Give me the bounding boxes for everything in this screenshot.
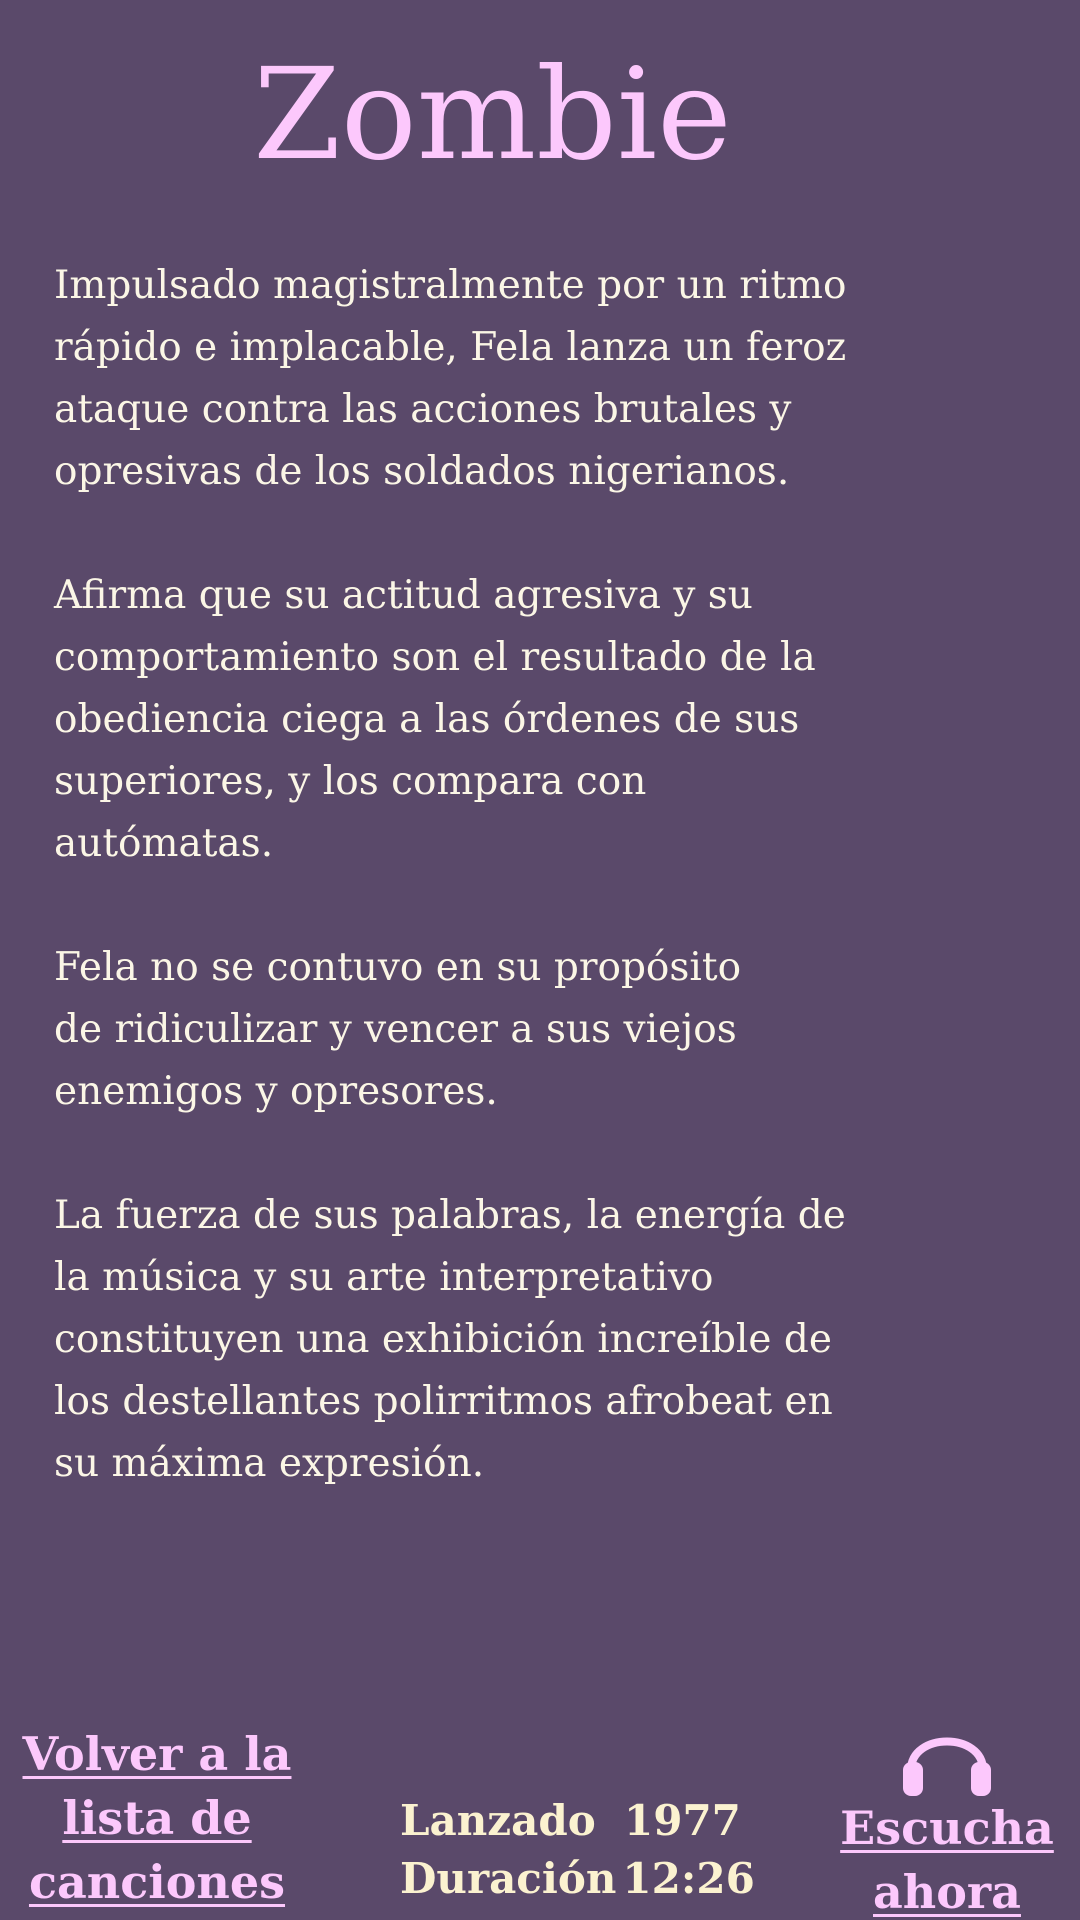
released-row: [400, 1792, 755, 1850]
listen-now-label: Escucha ahora: [840, 1801, 1054, 1919]
song-description: [54, 255, 954, 1557]
duration-value: 12:26: [622, 1854, 755, 1903]
description-paragraph: Impulsado magistralmente por un ritmo rápido e implacable, Fela lanza un feroz ataque contra las acciones brutales y opresivas de los soldados nigerianos.: [54, 263, 847, 494]
duration-row: [400, 1850, 755, 1908]
released-value: 1977: [624, 1796, 741, 1845]
duration-label: Duración: [400, 1854, 617, 1903]
back-to-song-list-link[interactable]: Volver a la lista de canciones: [22, 1727, 292, 1909]
headphones-icon: [899, 1718, 995, 1800]
released-label: Lanzado: [400, 1796, 596, 1845]
description-paragraph: La fuerza de sus palabras, la energía de la música y su arte interpretativo constituyen una exhibición increíble de los destellantes polirritmos afrobeat en su máxima expresión.: [54, 1193, 846, 1486]
song-title: Zombie: [253, 41, 732, 188]
song-metadata: [400, 1792, 755, 1908]
listen-now-button[interactable]: [832, 1718, 1062, 1920]
song-footer: [0, 1700, 1080, 1920]
description-paragraph: Fela no se contuvo en su propósito de ridiculizar y vencer a sus viejos enemigos y opresores.: [54, 945, 742, 1114]
description-paragraph: Afirma que su actitud agresiva y su comportamiento son el resultado de la obediencia ciega a las órdenes de sus superiores, y los compara con autómatas.: [54, 573, 816, 866]
